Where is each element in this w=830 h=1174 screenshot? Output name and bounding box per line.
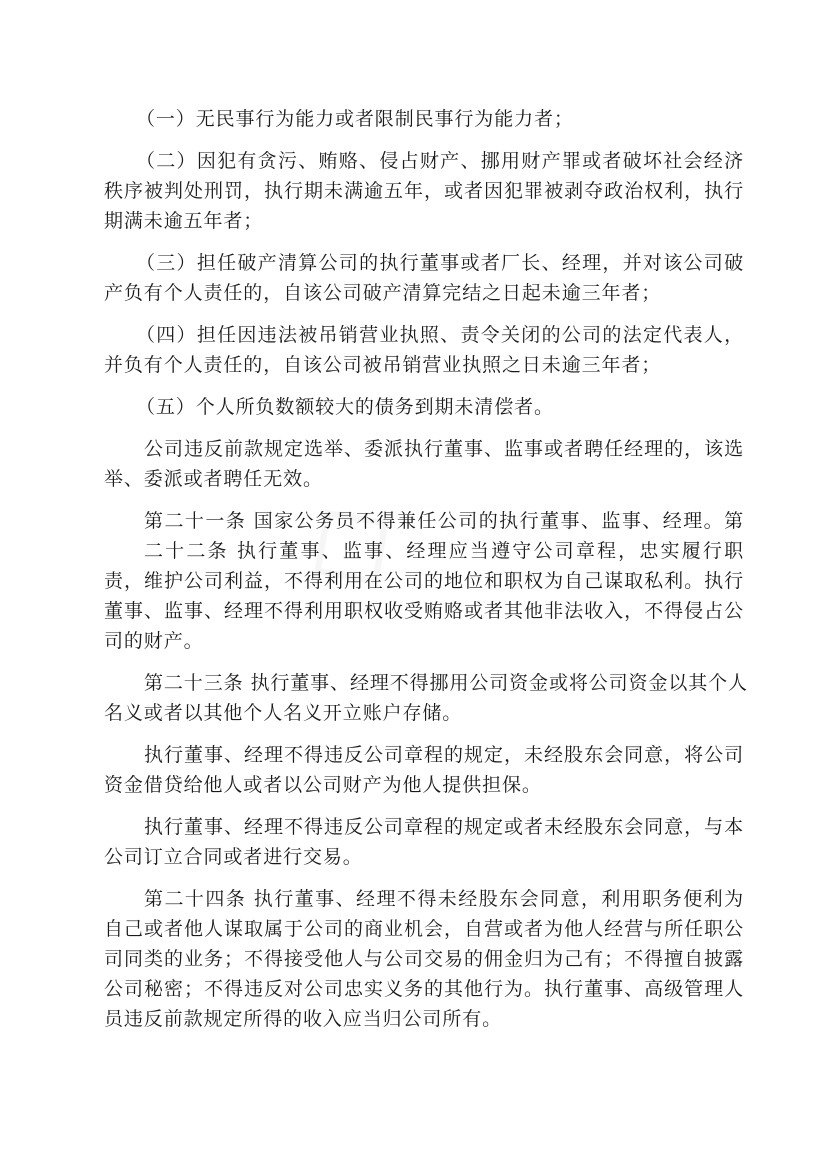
text-line: 公司违反前款规定选举、委派执行董事、监事或者聘任经理的，该选 [144, 438, 744, 460]
text-line: （五）个人所负数额较大的债务到期未清偿者。 [136, 396, 554, 418]
text-line: 员违反前款规定所得的收入应当归公司所有。 [104, 1008, 503, 1030]
clause-item-1 [104, 104, 744, 134]
article-23 [104, 668, 748, 728]
text-line: 资金借贷给他人或者以公司财产为他人提供担保。 [104, 774, 542, 796]
text-line: 第二十四条 执行董事、经理不得未经股东会同意，利用职务便利为 [144, 888, 744, 910]
text-line: 公司秘密；不得违反对公司忠实义务的其他行为。执行董事、高级管理人 [104, 978, 744, 1000]
text-line: 公司订立合同或者进行交易。 [104, 846, 363, 868]
text-line: （一）无民事行为能力或者限制民事行为能力者； [136, 108, 574, 130]
text-line: 第二十一条 国家公务员不得兼任公司的执行董事、监事、经理。第 [144, 510, 744, 532]
text-line: 司的财产。 [104, 630, 204, 652]
article-21-22 [104, 506, 744, 656]
paragraph-invalid-appointment [104, 434, 744, 494]
document-body [104, 104, 748, 1046]
clause-item-2 [104, 146, 744, 236]
text-line: 并负有个人责任的，自该公司被吊销营业执照之日未逾三年者； [104, 354, 662, 376]
text-line: 责，维护公司利益，不得利用在公司的地位和职权为自己谋取私利。执行 [104, 570, 744, 592]
text-line: 举、委派或者聘任无效。 [104, 468, 323, 490]
text-line: （二）因犯有贪污、贿赂、侵占财产、挪用财产罪或者破坏社会经济 [136, 150, 744, 172]
text-line: 司同类的业务；不得接受他人与公司交易的佣金归为己有；不得擅自披露 [104, 948, 744, 970]
clause-item-5 [104, 392, 744, 422]
text-line: （三）担任破产清算公司的执行董事或者厂长、经理，并对该公司破 [136, 252, 744, 274]
text-line: 董事、监事、经理不得利用职权收受贿赂或者其他非法收入，不得侵占公 [104, 600, 744, 622]
text-line: 秩序被判处刑罚，执行期未满逾五年，或者因犯罪被剥夺政治权利，执行 [104, 180, 744, 202]
text-line: 自己或者他人谋取属于公司的商业机会，自营或者为他人经营与所任职公 [104, 918, 744, 940]
clause-item-4 [104, 320, 744, 380]
text-line: 第二十三条 执行董事、经理不得挪用公司资金或将公司资金以其个人 [144, 672, 748, 694]
article-23-paragraph-2 [104, 740, 744, 800]
text-line: 名义或者以其他个人名义开立账户存储。 [104, 702, 463, 724]
text-line: （四）担任因违法被吊销营业执照、责令关闭的公司的法定代表人， [136, 324, 744, 346]
article-24 [104, 884, 744, 1034]
clause-item-3 [104, 248, 744, 308]
text-line: 二十二条 执行董事、监事、经理应当遵守公司章程，忠实履行职 [144, 540, 744, 562]
article-23-paragraph-3 [104, 812, 744, 872]
text-line: 期满未逾五年者； [104, 210, 264, 232]
text-line: 执行董事、经理不得违反公司章程的规定，未经股东会同意，将公司 [144, 744, 744, 766]
text-line: 执行董事、经理不得违反公司章程的规定或者未经股东会同意，与本 [144, 816, 744, 838]
text-line: 产负有个人责任的，自该公司破产清算完结之日起未逾三年者； [104, 282, 662, 304]
